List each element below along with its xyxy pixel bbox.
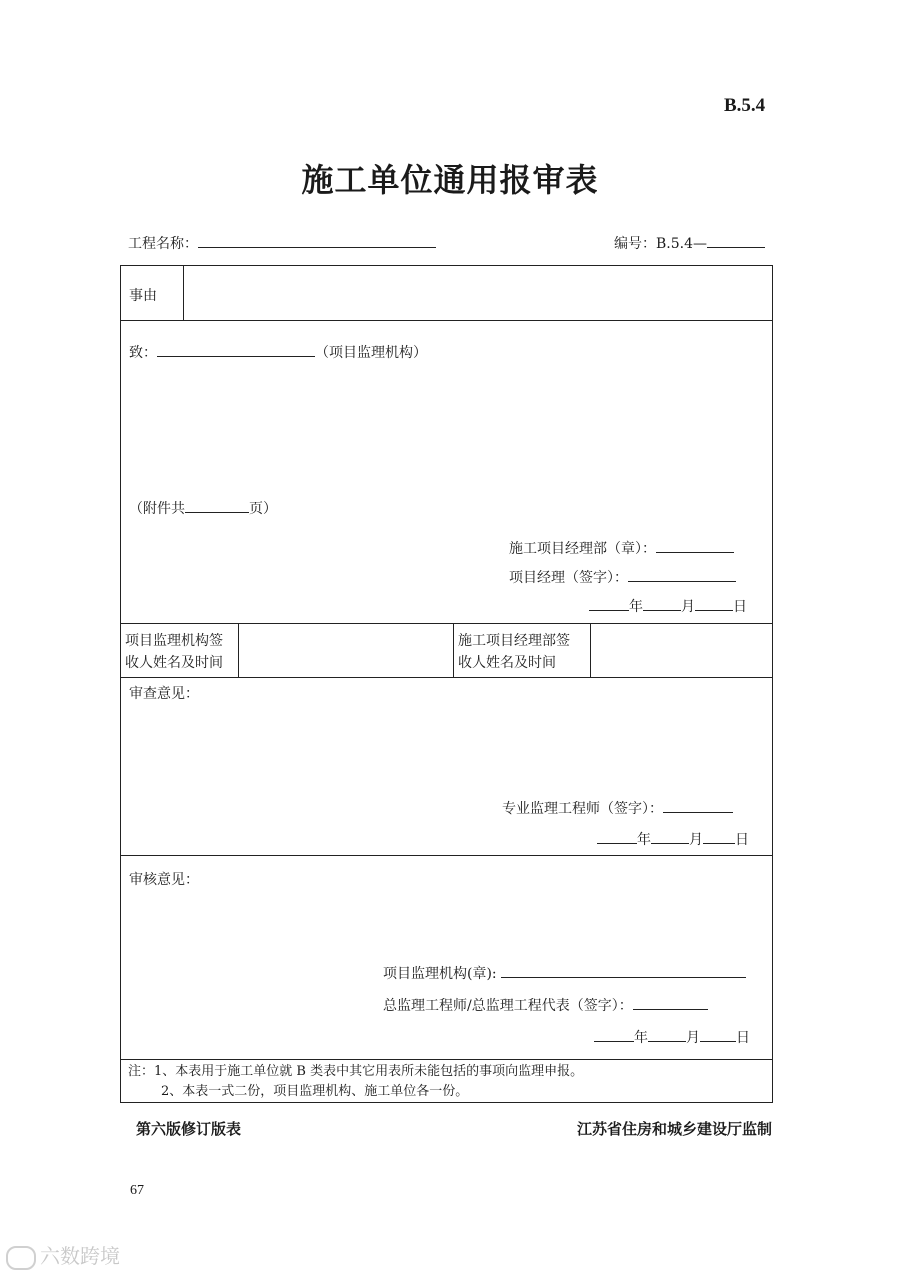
footer-issuer: 江苏省住房和城乡建设厅监制 bbox=[576, 1120, 772, 1138]
dept-seal-label: 施工项目经理部（章）： bbox=[509, 541, 656, 557]
receiver-left-field[interactable] bbox=[241, 626, 451, 675]
receiver-right-line1: 施工项目经理部签 bbox=[458, 633, 570, 649]
row-divider bbox=[121, 855, 772, 856]
manager-sign-row bbox=[509, 567, 736, 587]
year-label: 年 bbox=[629, 599, 643, 615]
engineer-sign-label: 专业监理工程师（签字）： bbox=[502, 801, 663, 817]
day-field[interactable] bbox=[700, 1027, 736, 1042]
engineer-sign-row bbox=[502, 798, 733, 818]
to-suffix: （项目监理机构） bbox=[315, 345, 427, 361]
day-label: 日 bbox=[733, 599, 747, 615]
col-divider bbox=[183, 266, 184, 320]
col-divider bbox=[590, 623, 591, 677]
date-row-2 bbox=[597, 829, 749, 849]
footer-edition: 第六版修订版表 bbox=[136, 1120, 242, 1138]
review-opinion-label: 审查意见： bbox=[129, 686, 199, 702]
receiver-left-line1: 项目监理机构签 bbox=[125, 633, 223, 649]
matter-label: 事由 bbox=[129, 288, 157, 304]
year-field[interactable] bbox=[594, 1027, 634, 1042]
watermark-text: 六数跨境 bbox=[40, 1244, 120, 1268]
attachment-pages-field[interactable] bbox=[185, 498, 249, 513]
audit-opinion-label: 审核意见： bbox=[129, 872, 199, 888]
year-label: 年 bbox=[634, 1030, 648, 1046]
receiver-left-label bbox=[125, 630, 223, 674]
day-label: 日 bbox=[735, 832, 749, 848]
day-field[interactable] bbox=[703, 829, 735, 844]
manager-sign-label: 项目经理（签字）： bbox=[509, 570, 628, 586]
to-field[interactable] bbox=[157, 342, 315, 357]
note-line-1: 注：1、本表用于施工单位就 B 类表中其它用表所未能包括的事项向监理申报。 bbox=[128, 1064, 584, 1079]
receiver-right-label bbox=[458, 630, 570, 674]
year-label: 年 bbox=[637, 832, 651, 848]
dept-seal-field[interactable] bbox=[656, 538, 734, 553]
chief-sign-field[interactable] bbox=[633, 995, 708, 1010]
matter-field[interactable] bbox=[186, 268, 768, 318]
row-divider bbox=[121, 320, 772, 321]
receiver-left-line2: 收人姓名及时间 bbox=[125, 655, 223, 671]
month-field[interactable] bbox=[651, 829, 689, 844]
engineer-sign-field[interactable] bbox=[663, 798, 733, 813]
day-label: 日 bbox=[736, 1030, 750, 1046]
serial-field[interactable] bbox=[707, 233, 765, 248]
form-code: B.5.4 bbox=[724, 95, 766, 116]
page-title: 施工单位通用报审表 bbox=[301, 161, 599, 199]
col-divider bbox=[238, 623, 239, 677]
audit-opinion-field[interactable] bbox=[125, 892, 765, 954]
month-label: 月 bbox=[681, 599, 695, 615]
note-line-2: 2、本表一式二份，项目监理机构、施工单位各一份。 bbox=[161, 1084, 469, 1099]
watermark bbox=[6, 1240, 120, 1270]
project-name-row bbox=[128, 233, 436, 253]
year-field[interactable] bbox=[597, 829, 637, 844]
receiver-right-line2: 收人姓名及时间 bbox=[458, 655, 556, 671]
page-number: 67 bbox=[130, 1183, 144, 1198]
notes bbox=[128, 1062, 583, 1102]
to-row bbox=[129, 342, 427, 362]
day-field[interactable] bbox=[695, 596, 733, 611]
org-seal-label: 项目监理机构(章): bbox=[383, 966, 497, 982]
chief-sign-row bbox=[383, 995, 708, 1015]
month-label: 月 bbox=[689, 832, 703, 848]
dept-seal-row bbox=[509, 538, 734, 558]
date-row-3 bbox=[594, 1027, 750, 1047]
attachment-suffix: 页） bbox=[249, 501, 277, 517]
org-seal-row bbox=[383, 963, 746, 983]
serial-row bbox=[614, 233, 765, 253]
month-field[interactable] bbox=[643, 596, 681, 611]
attachment-row bbox=[129, 498, 277, 518]
receiver-right-field[interactable] bbox=[593, 626, 769, 675]
month-label: 月 bbox=[686, 1030, 700, 1046]
row-divider bbox=[121, 677, 772, 678]
col-divider bbox=[453, 623, 454, 677]
serial-label: 编号：B.5.4— bbox=[614, 236, 708, 252]
date-row-1 bbox=[589, 596, 747, 616]
watermark-logo-icon bbox=[6, 1246, 36, 1270]
to-label: 致： bbox=[129, 345, 157, 361]
org-seal-field[interactable] bbox=[501, 963, 746, 978]
project-name-field[interactable] bbox=[198, 233, 436, 248]
manager-sign-field[interactable] bbox=[628, 567, 736, 582]
year-field[interactable] bbox=[589, 596, 629, 611]
review-opinion-field[interactable] bbox=[125, 705, 765, 790]
row-divider bbox=[121, 623, 772, 624]
project-name-label: 工程名称： bbox=[128, 236, 198, 252]
month-field[interactable] bbox=[648, 1027, 686, 1042]
row-divider bbox=[121, 1059, 772, 1060]
chief-sign-label: 总监理工程师/总监理工程代表（签字）： bbox=[383, 998, 633, 1014]
attachment-prefix: （附件共 bbox=[129, 501, 185, 517]
